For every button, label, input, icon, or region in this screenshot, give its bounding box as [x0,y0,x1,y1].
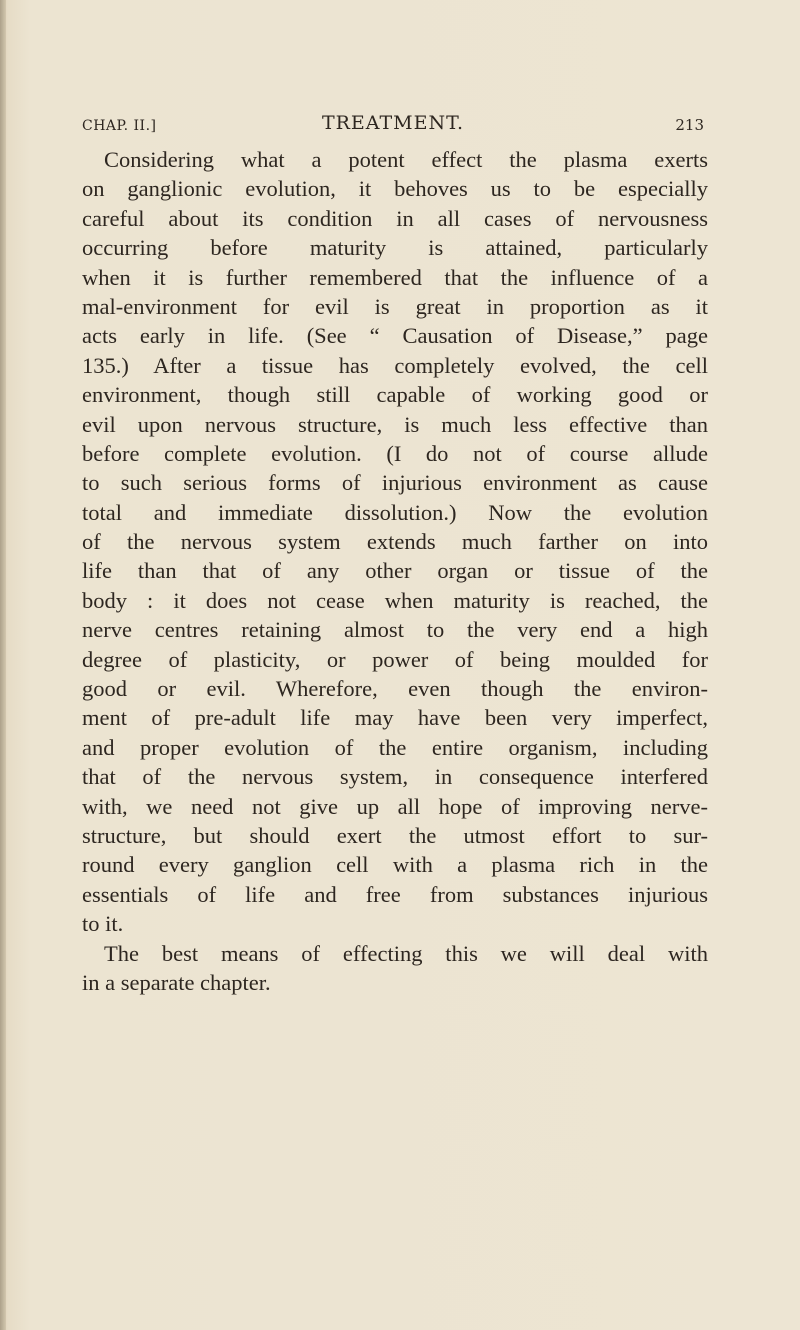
text-line: before complete evolution. (I do not of course allude [82,440,708,466]
text-line: to such serious forms of injurious environment as cause [82,470,708,496]
text-line: when it is further remembered that the influence of a [82,264,708,290]
text-line: in a separate chapter. [82,969,271,995]
text-line: evil upon nervous structure, is much less effective than [82,411,708,437]
text-line: 135.) After a tissue has completely evolved, the cell [82,352,708,378]
running-header [82,112,704,142]
text-line: total and immediate dissolution.) Now the evolution [82,499,708,525]
text-line: good or evil. Wherefore, even though the environ- [82,676,708,702]
text-line: Considering what a potent effect the plasma exerts [104,147,708,172]
text-line: body : it does not cease when maturity is reached, the [82,587,708,613]
text-line: occurring before maturity is attained, particularly [82,235,708,261]
text-line: mal-environment for evil is great in proportion as it [82,293,708,319]
page-number: 213 [675,116,704,134]
text-line: with, we need not give up all hope of improving nerve- [82,793,708,819]
text-line: structure, but should exert the utmost effort to sur- [82,822,708,848]
running-title: TREATMENT. [321,112,465,134]
text-line: nerve centres retaining almost to the very end a high [82,617,708,643]
body-text [82,145,708,997]
text-line: of the nervous system extends much farther on into [82,529,708,555]
text-line: on ganglionic evolution, it behoves us to be especially [82,176,708,202]
text-line: that of the nervous system, in consequence interfered [82,764,708,790]
text-line: environment, though still capable of working good or [82,382,708,408]
text-line: and proper evolution of the entire organism, including [82,734,708,760]
text-line: degree of plasticity, or power of being moulded for [82,646,708,672]
text-line: careful about its condition in all cases of nervousness [82,205,708,231]
text-line: round every ganglion cell with a plasma rich in the [82,852,708,878]
text-line: acts early in life. (See “ Causation of Disease,” page [82,323,708,349]
chapter-label: CHAP. II.] [82,118,157,134]
text-line: life than that of any other organ or tissue of the [82,558,708,584]
text-line: ment of pre-adult life may have been very imperfect, [82,705,708,731]
text-line: essentials of life and free from substances injurious [82,881,708,907]
text-line: The best means of effecting this we will deal with [104,940,708,966]
text-line: to it. [82,911,124,937]
page-binding-edge [0,0,6,1330]
